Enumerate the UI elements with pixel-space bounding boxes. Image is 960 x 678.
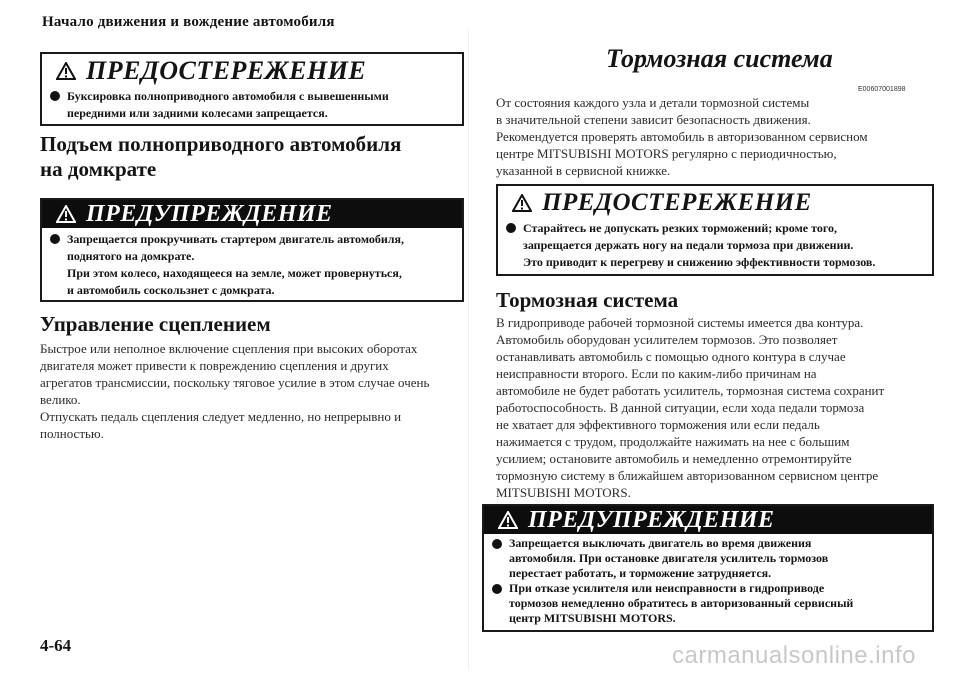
- warning-triangle-icon: [498, 511, 518, 529]
- warning-line: При этом колесо, находящееся на земле, может провернуться,: [67, 266, 402, 280]
- warning-line: Запрещается прокручивать стартером двигатель автомобиля,: [67, 232, 404, 246]
- right-page-title: Тормозная система: [606, 44, 833, 73]
- bullet-dot-icon: [50, 91, 60, 101]
- clutch-line: Быстрое или неполное включение сцепления при высоких оборотах: [40, 341, 418, 356]
- warning-title: ПРЕДУПРЕЖДЕНИЕ: [86, 200, 333, 227]
- clutch-line: двигателя может привести к повреждению сцепления и других: [40, 358, 389, 373]
- brake-line: MITSUBISHI MOTORS.: [496, 485, 631, 500]
- caution-line: Старайтесь не допускать резких торможений; кроме того,: [523, 221, 837, 235]
- warning-triangle-icon: [56, 205, 76, 223]
- warning-title: ПРЕДУПРЕЖДЕНИЕ: [528, 506, 775, 533]
- brake-line: неисправности второго. Если по каким-либо причинам на: [496, 366, 817, 381]
- jacking-heading-line1: Подъем полноприводного автомобиля: [40, 132, 402, 156]
- warning-line: перестает работать, и торможение затрудняется.: [509, 566, 772, 580]
- caution-line: передними или задними колесами запрещается.: [67, 106, 328, 120]
- jacking-heading-line2: на домкрате: [40, 157, 157, 181]
- warning-box-left-head: [42, 200, 462, 228]
- document-code: E00607001898: [858, 86, 906, 93]
- caution-box-left-head: [42, 54, 462, 88]
- caution-line: запрещается держать ногу на педали тормоза при движении.: [523, 238, 854, 252]
- brake-line: автомобиле не будет работать усилитель, тормозная система сохранит: [496, 383, 885, 398]
- clutch-line: агрегатов трансмиссии, поскольку тяговое усилие в этом случае очень: [40, 375, 430, 390]
- warning-line: центр MITSUBISHI MOTORS.: [509, 611, 676, 625]
- intro-line: в значительной степени зависит безопасность движения.: [496, 112, 811, 127]
- warning-triangle-icon: [512, 194, 532, 212]
- bullet-item: [492, 581, 924, 626]
- brake-line: работоспособность. В данной ситуации, если хода педали тормоза: [496, 400, 865, 415]
- bullet-dot-icon: [506, 223, 516, 233]
- page-gutter: [468, 30, 469, 670]
- bullet-item: [50, 231, 454, 299]
- warning-box-right: [482, 504, 934, 632]
- caution-box-left: [40, 52, 464, 126]
- bullet-dot-icon: [492, 584, 502, 594]
- brake-heading: Тормозная система: [496, 288, 679, 312]
- intro-line: От состояния каждого узла и детали тормозной системы: [496, 95, 810, 110]
- clutch-line: полностью.: [40, 426, 104, 441]
- jacking-heading: [40, 132, 401, 182]
- intro-line: указанной в сервисной книжке.: [496, 163, 671, 178]
- warning-box-left-body: [42, 228, 462, 305]
- brake-line: останавливать автомобиль с помощью одного контура в случае: [496, 349, 846, 364]
- brake-text: [496, 314, 940, 501]
- caution-box-right-body: [498, 220, 932, 277]
- bullet-item: [492, 536, 924, 581]
- intro-line: центре MITSUBISHI MOTORS регулярно с периодичностью,: [496, 146, 837, 161]
- warning-box-right-body: [484, 534, 932, 632]
- warning-line: и автомобиль соскользнет с домкрата.: [67, 283, 275, 297]
- caution-title: ПРЕДОСТЕРЕЖЕНИЕ: [542, 189, 812, 216]
- brake-line: Автомобиль оборудован усилителем тормозов. Это позволяет: [496, 332, 838, 347]
- caution-line: Буксировка полноприводного автомобиля с вывешенными: [67, 89, 389, 103]
- right-intro-text: [496, 94, 936, 179]
- clutch-line: велико.: [40, 392, 81, 407]
- warning-line: поднятого на домкрате.: [67, 249, 195, 263]
- caution-line: Это приводит к перегреву и снижению эффективности тормозов.: [523, 255, 876, 269]
- bullet-item: [506, 220, 924, 271]
- section-header: Начало движения и вождение автомобиля: [42, 14, 335, 30]
- warning-line: автомобиля. При остановке двигателя усилитель тормозов: [509, 551, 829, 565]
- brake-line: нажимается с трудом, продолжайте нажимать на нее с большим: [496, 434, 850, 449]
- page-number: 4-64: [40, 636, 72, 655]
- clutch-line: Отпускать педаль сцепления следует медленно, но непрерывно и: [40, 409, 402, 424]
- clutch-heading: Управление сцеплением: [40, 312, 271, 336]
- brake-line: не хватает для эффективного торможения или если педаль: [496, 417, 820, 432]
- warning-triangle-icon: [56, 62, 76, 80]
- brake-line: тормозную систему в ближайшем авторизованном сервисном центре: [496, 468, 879, 483]
- warning-box-left: [40, 198, 464, 302]
- brake-line: усилием; остановите автомобиль и немедленно отремонтируйте: [496, 451, 852, 466]
- caution-box-right-head: [498, 186, 932, 220]
- warning-line: тормозов немедленно обратитесь в авторизованный сервисный: [509, 596, 854, 610]
- caution-title: ПРЕДОСТЕРЕЖЕНИЕ: [86, 56, 367, 85]
- caution-box-right: [496, 184, 934, 276]
- bullet-dot-icon: [50, 234, 60, 244]
- brake-line: В гидроприводе рабочей тормозной системы имеется два контура.: [496, 315, 864, 330]
- intro-line: Рекомендуется проверять автомобиль в авторизованном сервисном: [496, 129, 868, 144]
- clutch-text: [40, 340, 465, 442]
- bullet-dot-icon: [492, 539, 502, 549]
- warning-box-right-head: [484, 506, 932, 534]
- watermark: carmanualsonline.info: [672, 642, 916, 669]
- warning-line: При отказе усилителя или неисправности в гидроприводе: [509, 581, 825, 595]
- caution-box-left-body: [42, 88, 462, 128]
- warning-line: Запрещается выключать двигатель во время движения: [509, 536, 812, 550]
- bullet-item: [50, 88, 454, 122]
